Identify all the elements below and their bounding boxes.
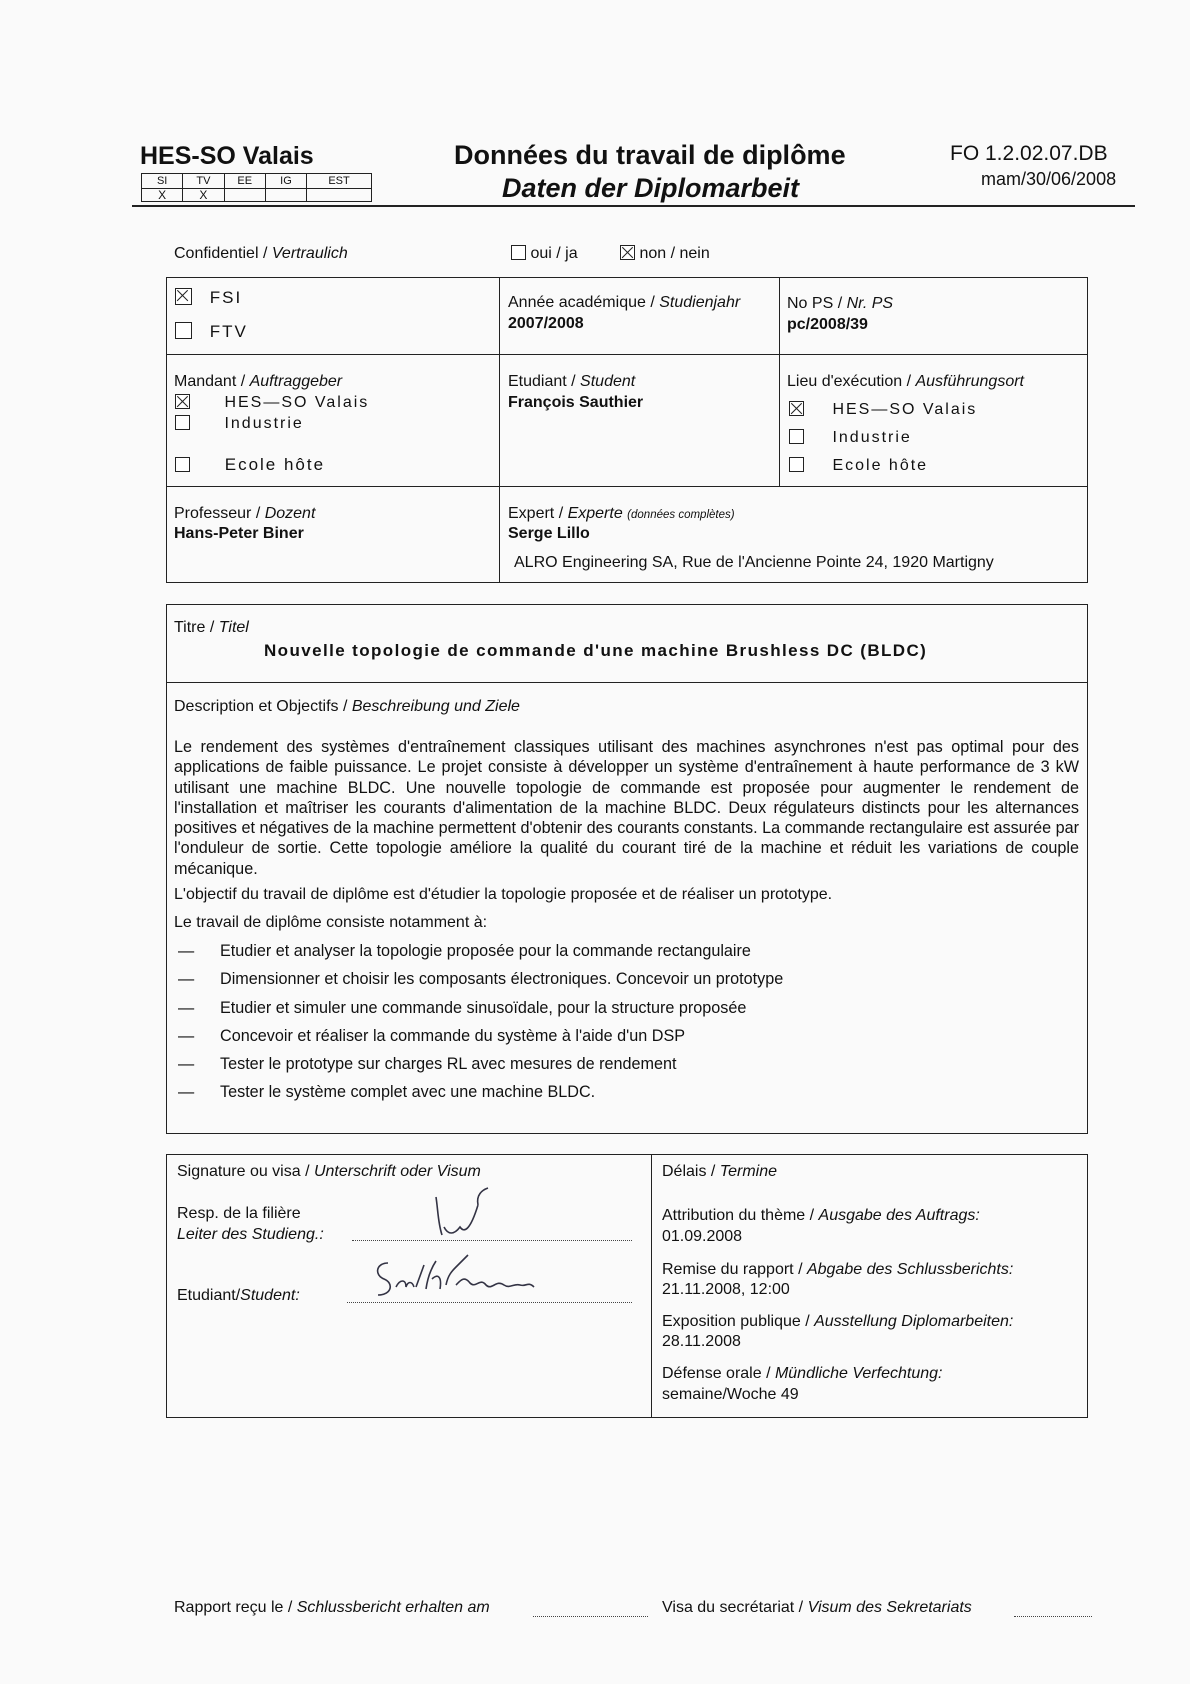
student-signature-label: Etudiant/Student: xyxy=(177,1287,300,1304)
deadlines-label: Délais / Termine xyxy=(662,1163,778,1180)
program-code: TV xyxy=(183,174,223,189)
program-cell xyxy=(307,174,371,201)
student-signature-mark xyxy=(368,1245,558,1305)
info-table xyxy=(166,277,1088,583)
description-paragraph: Le rendement des systèmes d'entraînement classiques utilisant des machines asynchrones n'est pas optimal pour des applications de faible puissance. Le projet consiste à développer un système d'entraînement à haute performance de 3 kW utilisant une machine BLDC. Une nouvelle topologie de commande est proposée pour augmenter le rendement de l'installation et maîtriser les courants d'alimentation de la machine BLDC. Deux régulateurs distincts pour les alternances positives et négatives de la machine permettent d'obtenir des courants constants. La commande rectangulaire est assurée par l'onduleur de sortie. Cette topologie améliore la qualité du courant tiré de la machine et réduit les variations de couple mécanique. xyxy=(174,738,1079,878)
deadline-defense-value: semaine/Woche 49 xyxy=(662,1386,799,1403)
task-item: — Concevoir et réaliser la commande du système à l'aide d'un DSP xyxy=(178,1027,686,1045)
signature-box-divider xyxy=(651,1154,652,1418)
ps-number-value: pc/2008/39 xyxy=(787,316,868,333)
program-mark: X xyxy=(199,188,208,202)
academic-year-value: 2007/2008 xyxy=(508,315,584,332)
tasks-intro: Le travail de diplôme consiste notamment à: xyxy=(174,914,488,931)
mandant-option-2[interactable]: Industrie xyxy=(175,415,304,433)
program-code: SI xyxy=(142,174,182,189)
task-item: — Dimensionner et choisir les composants électroniques. Concevoir un prototype xyxy=(178,970,784,988)
checkbox-fsi[interactable] xyxy=(175,288,192,305)
checkbox-location-hes[interactable] xyxy=(789,401,804,416)
program-mark xyxy=(307,189,371,201)
document-title: Données du travail de diplôme xyxy=(454,140,846,170)
checkbox-mandant-industrie[interactable] xyxy=(175,415,190,430)
checkbox-location-ecole[interactable] xyxy=(789,457,804,472)
deadline-report-value: 21.11.2008, 12:00 xyxy=(662,1281,790,1298)
checkbox-yes[interactable] xyxy=(511,245,526,260)
professor-name: Hans-Peter Biner xyxy=(174,525,304,542)
program-code: EST xyxy=(307,174,371,189)
academic-year-label: Année académique / Studienjahr xyxy=(508,294,741,311)
info-table-row-line-1 xyxy=(166,354,1088,355)
description-objective: L'objectif du travail de diplôme est d'étudier la topologie proposée et de réaliser un prototype. xyxy=(174,886,833,903)
checkbox-ftv[interactable] xyxy=(175,322,192,339)
header-rule xyxy=(132,205,1135,207)
confidential-no[interactable]: non / nein xyxy=(620,245,710,263)
task-item: — Etudier et simuler une commande sinusoïdale, pour la structure proposée xyxy=(178,999,747,1017)
program-cell xyxy=(225,174,266,201)
secretariat-visa-label: Visa du secrétariat / Visum des Sekretariats xyxy=(662,1599,972,1616)
secretariat-visa-line[interactable] xyxy=(1014,1604,1092,1617)
form-date: mam/30/06/2008 xyxy=(981,169,1117,189)
professor-label: Professeur / Dozent xyxy=(174,505,316,522)
checkbox-location-industrie[interactable] xyxy=(789,429,804,444)
location-option-3[interactable]: Ecole hôte xyxy=(789,457,928,475)
expert-address: ALRO Engineering SA, Rue de l'Ancienne Pointe 24, 1920 Martigny xyxy=(514,554,994,571)
project-title: Nouvelle topologie de commande d'une machine Brushless DC (BLDC) xyxy=(264,641,928,660)
location-option-1[interactable]: HES—SO Valais xyxy=(789,401,977,419)
resp-label: Resp. de la filière xyxy=(177,1205,301,1222)
signature-box xyxy=(166,1154,1088,1418)
program-mark xyxy=(266,189,306,201)
document-title-de: Daten der Diplomarbeit xyxy=(502,173,800,203)
form-code: FO 1.2.02.07.DB xyxy=(950,142,1108,165)
mandant-option-3[interactable]: Ecole hôte xyxy=(175,455,325,475)
mandant-label: Mandant / Auftraggeber xyxy=(174,373,343,390)
location-option-2[interactable]: Industrie xyxy=(789,429,912,447)
program-code: EE xyxy=(225,174,265,189)
title-label: Titre / Titel xyxy=(174,619,249,636)
location-label: Lieu d'exécution / Ausführungsort xyxy=(787,373,1024,390)
resp-label-de: Leiter des Studieng.: xyxy=(177,1226,324,1243)
program-cell xyxy=(266,174,307,201)
faculty-fsi[interactable]: FSI xyxy=(175,288,242,308)
program-grid xyxy=(141,173,372,202)
project-box-separator xyxy=(166,682,1088,683)
info-table-row-line-2 xyxy=(166,486,1088,487)
program-mark: X xyxy=(158,188,167,202)
report-received-line[interactable] xyxy=(533,1604,648,1617)
deadline-report-label: Remise du rapport / Abgabe des Schlussberichts: xyxy=(662,1261,1014,1278)
program-code: IG xyxy=(266,174,306,189)
deadline-exhibition-value: 28.11.2008 xyxy=(662,1333,741,1350)
task-item: — Tester le système complet avec une machine BLDC. xyxy=(178,1083,596,1101)
mandant-option-1[interactable]: HES—SO Valais xyxy=(175,394,369,412)
resp-signature-mark xyxy=(430,1185,500,1245)
deadline-exhibition-label: Exposition publique / Ausstellung Diplomarbeiten: xyxy=(662,1313,1014,1330)
deadline-defense-label: Défense orale / Mündliche Verfechtung: xyxy=(662,1365,943,1382)
deadline-attribution-value: 01.09.2008 xyxy=(662,1228,743,1245)
description-label: Description et Objectifs / Beschreibung und Ziele xyxy=(174,698,520,715)
program-cell xyxy=(183,174,224,201)
checkbox-no[interactable] xyxy=(620,245,635,260)
info-table-col-line-1 xyxy=(499,277,500,583)
confidential-label: Confidentiel / Vertraulich xyxy=(174,245,348,262)
confidential-yes[interactable]: oui / ja xyxy=(511,245,578,263)
checkbox-mandant-ecole[interactable] xyxy=(175,457,190,472)
deadline-attribution-label: Attribution du thème / Ausgabe des Auftrags: xyxy=(662,1207,980,1224)
signature-label: Signature ou visa / Unterschrift oder Visum xyxy=(177,1163,481,1180)
faculty-ftv[interactable]: FTV xyxy=(175,322,248,342)
expert-name: Serge Lillo xyxy=(508,525,590,542)
program-mark xyxy=(225,189,265,201)
info-table-col-line-2 xyxy=(779,277,780,486)
student-label: Etudiant / Student xyxy=(508,373,636,390)
task-item: — Tester le prototype sur charges RL avec mesures de rendement xyxy=(178,1055,677,1073)
org-name: HES-SO Valais xyxy=(140,142,314,170)
ps-number-label: No PS / Nr. PS xyxy=(787,295,894,312)
checkbox-mandant-hes[interactable] xyxy=(175,394,190,409)
expert-label: Expert / Experte (données complètes) xyxy=(508,505,735,522)
student-name: François Sauthier xyxy=(508,394,644,411)
program-cell xyxy=(142,174,183,201)
report-received-label: Rapport reçu le / Schlussbericht erhalten am xyxy=(174,1599,490,1616)
task-item: — Etudier et analyser la topologie proposée pour la commande rectangulaire xyxy=(178,942,751,960)
